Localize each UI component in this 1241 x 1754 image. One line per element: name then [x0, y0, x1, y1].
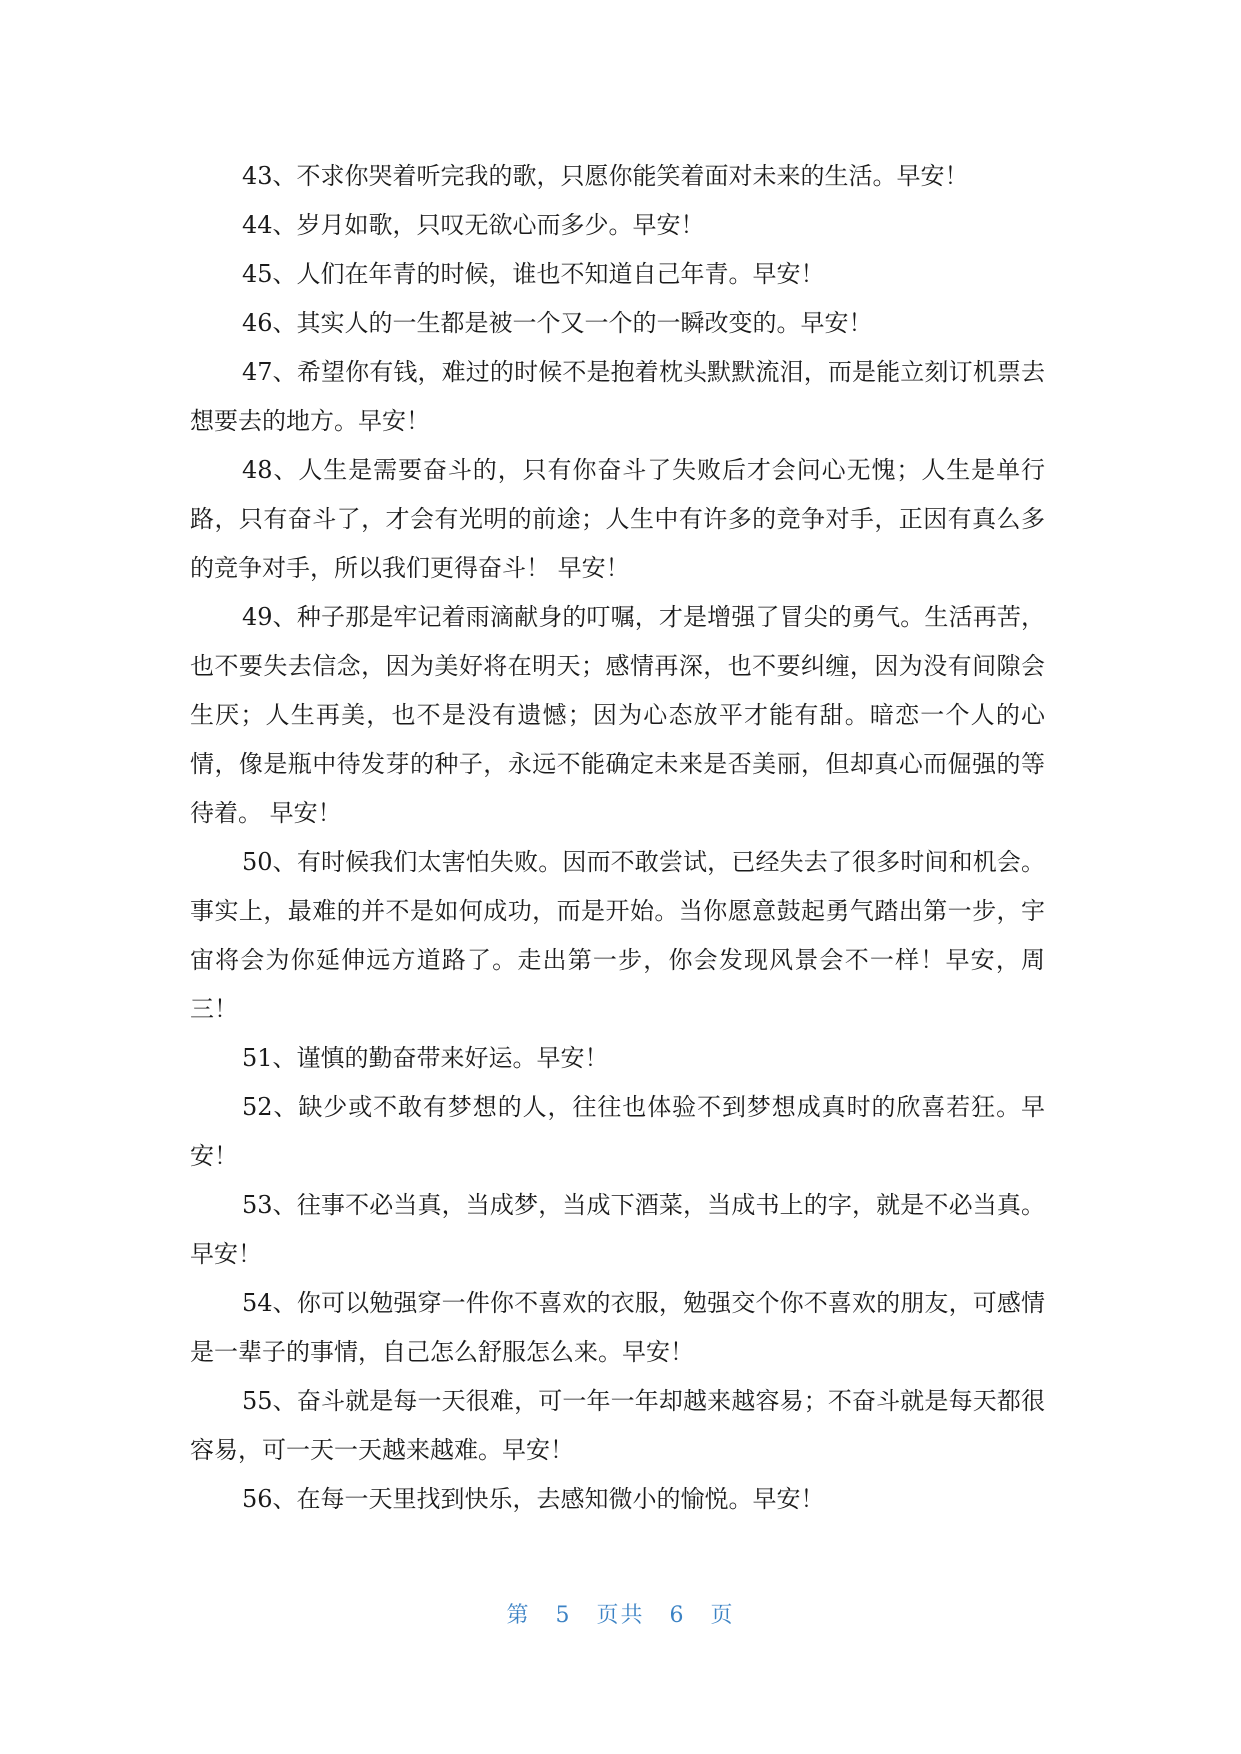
paragraph-55: 55、奋斗就是每一天很难，可一年一年却越来越容易；不奋斗就是每天都很容易，可一天一天越来越难。早安！: [190, 1387, 1045, 1464]
total-page-number: 6: [669, 1603, 686, 1628]
paragraph-45: 45、人们在年青的时候，谁也不知道自己年青。早安！: [242, 260, 825, 288]
paragraph-54: 54、你可以勉强穿一件你不喜欢的衣服，勉强交个你不喜欢的朋友，可感情是一辈子的事情，自己怎么舒服怎么来。早安！: [190, 1289, 1045, 1366]
footer-prefix: 第: [506, 1603, 531, 1628]
paragraph-46: 46、其实人的一生都是被一个又一个的一瞬改变的。早安！: [242, 309, 873, 337]
footer-suffix: 页: [710, 1603, 735, 1628]
paragraph-49: 49、种子那是牢记着雨滴献身的叮嘱，才是增强了冒尖的勇气。生活再苦，也不要失去信念，因为美好将在明天；感情再深，也不要纠缠，因为没有间隙会生厌；人生再美，也不是没有遗憾；因为心态放平才能有甜。暗恋一个人的心情，像是瓶中待发芽的种子，永远不能确定未来是否美丽，但却真心而倔强的等待着。 早安！: [190, 603, 1045, 827]
paragraph-53: 53、往事不必当真，当成梦，当成下酒菜，当成书上的字，就是不必当真。早安！: [190, 1191, 1045, 1268]
paragraph-47: 47、希望你有钱，难过的时候不是抱着枕头默默流泪，而是能立刻订机票去想要去的地方。早安！: [190, 358, 1045, 435]
paragraph-56: 56、在每一天里找到快乐，去感知微小的愉悦。早安！: [242, 1485, 825, 1513]
paragraph-48: 48、人生是需要奋斗的，只有你奋斗了失败后才会问心无愧；人生是单行路，只有奋斗了，才会有光明的前途；人生中有许多的竞争对手，正因有真么多的竞争对手，所以我们更得奋斗！ 早安！: [190, 456, 1045, 582]
paragraph-43: 43、不求你哭着听完我的歌，只愿你能笑着面对未来的生活。早安！: [242, 162, 969, 190]
paragraph-50: 50、有时候我们太害怕失败。因而不敢尝试，已经失去了很多时间和机会。事实上，最难的并不是如何成功，而是开始。当你愿意鼓起勇气踏出第一步，宇宙将会为你延伸远方道路了。走出第一步，你会发现风景会不一样！早安，周三！: [190, 848, 1045, 1023]
document-body: [190, 152, 1045, 1524]
footer-middle: 页共: [596, 1603, 645, 1628]
current-page-number: 5: [555, 1603, 572, 1628]
page-number-footer: [0, 1598, 1241, 1629]
paragraph-51: 51、谨慎的勤奋带来好运。早安！: [242, 1044, 609, 1072]
paragraph-52: 52、缺少或不敢有梦想的人，往往也体验不到梦想成真时的欣喜若狂。早安！: [190, 1093, 1045, 1170]
paragraph-44: 44、岁月如歌，只叹无欲心而多少。早安！: [242, 211, 705, 239]
